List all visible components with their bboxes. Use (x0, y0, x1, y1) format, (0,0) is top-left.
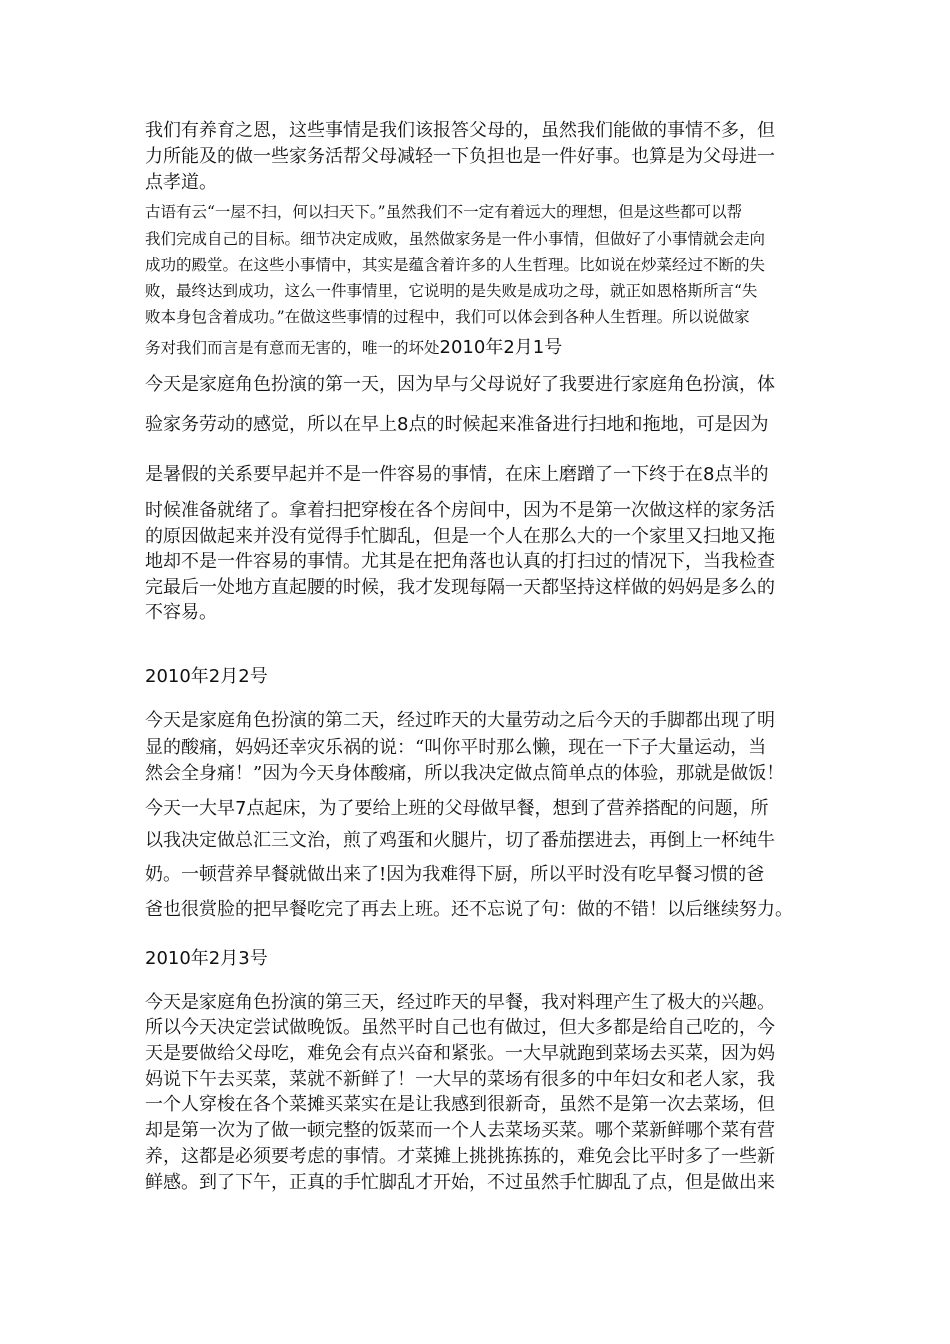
quote-line: 成功的殿堂。在这些小事情中，其实是蕴含着许多的人生哲理。比如说在炒菜经过不断的失 (145, 256, 766, 274)
day1-date: 2010年2月1号 (439, 337, 563, 358)
day2-text: 今天一大早 (145, 798, 235, 819)
day2-line: 以我决定做总汇三文治，煎了鸡蛋和火腿片，切了番茄摆进去，再倒上一杯纯牛 (145, 830, 775, 851)
day3-line: 天是要做给父母吃，难免会有点兴奋和紧张。一大早就跑到菜场去买菜，因为妈 (145, 1043, 775, 1064)
day1-line: 完最后一处地方直起腰的时候，我才发现每隔一天都坚持这样做的妈妈是多么的 (145, 577, 775, 598)
quote-line: 我们完成自己的目标。细节决定成败，虽然做家务是一件小事情，但做好了小事情就会走向 (145, 230, 766, 248)
day2-line: 显的酸痛，妈妈还幸灾乐祸的说：“叫你平时那么懒，现在一下子大量运动，当 (145, 737, 767, 758)
day1-line: 今天是家庭角色扮演的第一天，因为早与父母说好了我要进行家庭角色扮演，体 (145, 374, 775, 395)
day2-line: 奶。一顿营养早餐就做出来了!因为我难得下厨，所以平时没有吃早餐习惯的爸 (145, 864, 765, 885)
day2-text: 点起床，为了要给上班的父母做早餐，想到了营养搭配的问题，所 (246, 798, 769, 819)
day3-line: 鲜感。到了下午，正真的手忙脚乱才开始，不过虽然手忙脚乱了点，但是做出来 (145, 1172, 775, 1193)
day1-line (145, 460, 768, 486)
day2-line: 爸也很赏脸的把早餐吃完了再去上班。还不忘说了句：做的不错！以后继续努力。 (145, 899, 793, 920)
day3-line: 妈说下午去买菜，菜就不新鲜了！一大早的菜场有很多的中年妇女和老人家，我 (145, 1069, 775, 1090)
intro-line: 力所能及的做一些家务活帮父母减轻一下负担也是一件好事。也算是为父母进一 (145, 146, 775, 167)
day1-text: 点半的 (714, 464, 769, 485)
day1-line: 时候准备就绪了。拿着扫把穿梭在各个房间中，因为不是第一次做这样的家务活 (145, 500, 775, 521)
day2-date: 2010年2月2号 (145, 666, 268, 687)
day3-line: 却是第一次为了做一顿完整的饭菜而一个人去菜场买菜。哪个菜新鲜哪个菜有营 (145, 1120, 775, 1141)
day1-text: 是暑假的关系要早起并不是一件容易的事情，在床上磨蹭了一下终于在 (145, 464, 703, 485)
day1-number: 8 (703, 464, 715, 485)
day1-text: 点的时候起来准备进行扫地和拖地，可是因为 (408, 414, 769, 435)
quote-line: 败，最终达到成功，这么一件事情里，它说明的是失败是成功之母，就正如恩格斯所言“失 (145, 282, 758, 300)
day2-line: 然会全身痛！”因为今天身体酸痛，所以我决定做点简单点的体验，那就是做饭！ (145, 763, 785, 784)
quote-last-text: 务对我们而言是有意而无害的，唯一的坏处 (145, 339, 440, 357)
quote-line: 败本身包含着成功。”在做这些事情的过程中，我们可以体会到各种人生哲理。所以说做家 (145, 308, 750, 326)
day1-number: 8 (397, 414, 409, 435)
day3-date: 2010年2月3号 (145, 948, 268, 969)
day2-line: 今天是家庭角色扮演的第二天，经过昨天的大量劳动之后今天的手脚都出现了明 (145, 710, 775, 731)
day1-line: 地却不是一件容易的事情。尤其是在把角落也认真的打扫过的情况下，当我检查 (145, 551, 775, 572)
intro-line: 我们有养育之恩，这些事情是我们该报答父母的，虽然我们能做的事情不多，但 (145, 120, 775, 141)
day2-number: 7 (235, 798, 247, 819)
quote-line: 古语有云“一屋不扫，何以扫天下。”虽然我们不一定有着远大的理想，但是这些都可以帮 (145, 203, 743, 221)
day3-line: 所以今天决定尝试做晚饭。虽然平时自己也有做过，但大多都是给自己吃的，今 (145, 1017, 775, 1038)
day1-line (145, 410, 768, 436)
day2-line (145, 794, 768, 820)
day3-line: 养，这都是必须要考虑的事情。才菜摊上挑挑拣拣的，难免会比平时多了一些新 (145, 1146, 775, 1167)
day1-text: 验家务劳动的感觉，所以在早上 (145, 414, 397, 435)
day3-line: 今天是家庭角色扮演的第三天，经过昨天的早餐，我对料理产生了极大的兴趣。 (145, 992, 775, 1013)
intro-line: 点孝道。 (145, 172, 217, 193)
quote-last-line (145, 333, 562, 359)
day1-line: 的原因做起来并没有觉得手忙脚乱，但是一个人在那么大的一个家里又扫地又拖 (145, 526, 775, 547)
day1-line: 不容易。 (145, 602, 217, 623)
day3-line: 一个人穿梭在各个菜摊买菜实在是让我感到很新奇，虽然不是第一次去菜场，但 (145, 1094, 775, 1115)
